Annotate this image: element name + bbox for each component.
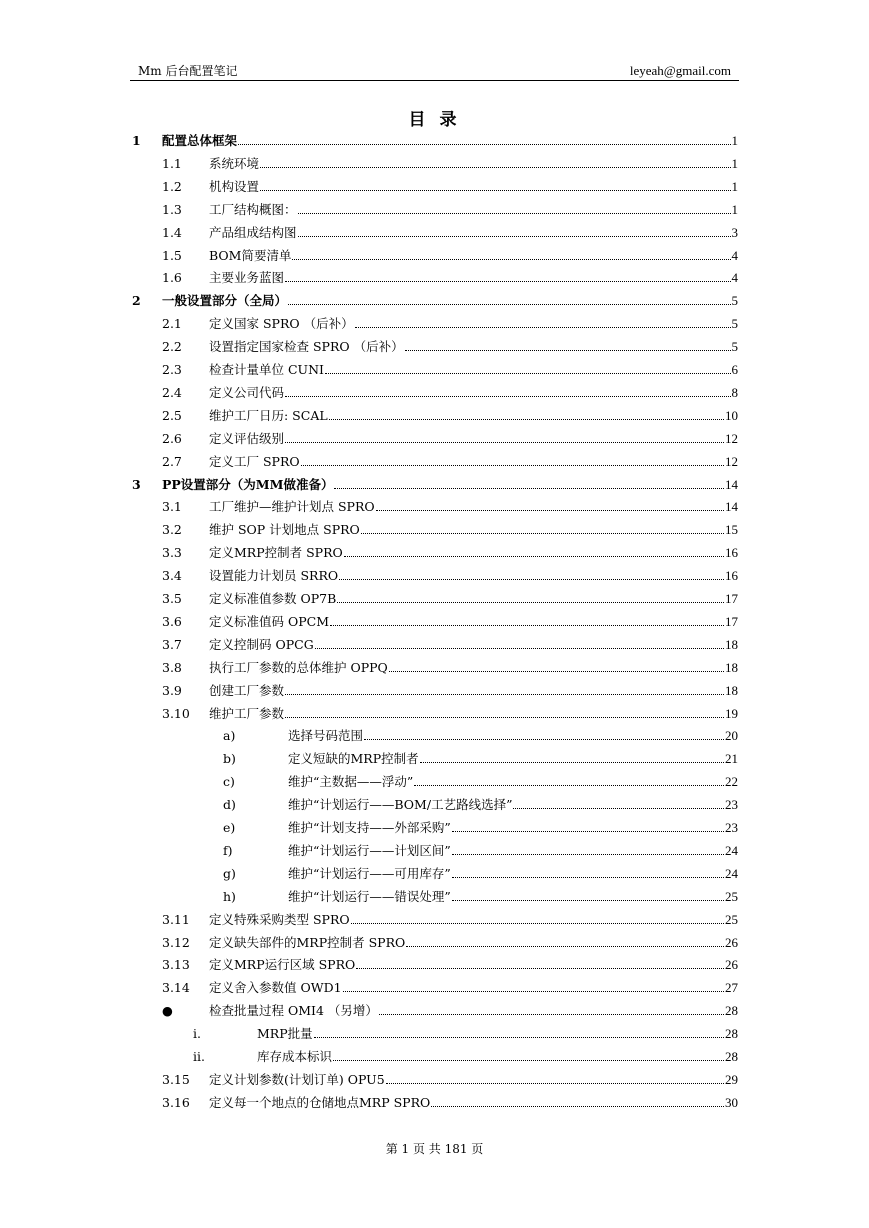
toc-entry-number: 3.7	[162, 636, 182, 652]
toc-entry-number: 3.4	[162, 568, 182, 584]
toc-entry-page: 16	[725, 568, 738, 584]
toc-entry[interactable]	[130, 335, 738, 357]
toc-entry-page: 15	[725, 522, 738, 538]
toc-dot-leader	[334, 487, 724, 489]
toc-entry[interactable]	[130, 312, 738, 334]
toc-entry-label: 定义标准值码 OPCM	[209, 613, 329, 629]
toc-entry-label: 选择号码范围	[288, 728, 364, 744]
toc-entry-label: 定义每一个地点的仓储地点MRP SPRO	[209, 1094, 431, 1110]
toc-entry-number: 1.6	[162, 270, 182, 286]
toc-entry-number: 1.5	[162, 247, 182, 263]
toc-entry-number: e)	[223, 820, 236, 835]
toc-entry[interactable]	[130, 931, 738, 953]
toc-entry-label: 定义MRP控制者 SPRO	[209, 545, 343, 561]
toc-dot-leader	[452, 830, 724, 832]
toc-entry-number: b)	[223, 751, 236, 767]
toc-entry-label: 维护“计划运行——可用库存”	[288, 865, 451, 881]
toc-entry-page: 25	[725, 911, 738, 927]
toc-dot-leader	[339, 578, 724, 580]
toc-dot-leader	[288, 303, 730, 305]
toc-entry-page: 23	[725, 820, 738, 835]
toc-entry-page: 17	[725, 613, 738, 629]
page-header	[130, 62, 739, 81]
toc-dot-leader	[431, 1105, 724, 1107]
toc-entry-label: 定义国家 SPRO （后补）	[209, 316, 354, 332]
toc-entry-page: 5	[731, 316, 738, 332]
toc-entry-number: 2.2	[162, 339, 182, 355]
toc-entry-number: 3.16	[162, 1094, 190, 1110]
toc-entry[interactable]	[130, 289, 738, 311]
toc-entry-number: g)	[223, 865, 236, 881]
toc-entry-number: 2.7	[162, 453, 182, 469]
toc-entry-page: 26	[725, 957, 738, 973]
toc-entry-number: f)	[223, 842, 233, 858]
toc-entry-number: 2.4	[162, 384, 182, 400]
toc-entry-page: 29	[725, 1071, 738, 1087]
toc-entry[interactable]	[130, 747, 738, 769]
toc-entry-page: 24	[725, 865, 738, 881]
toc-entry-page: 1	[731, 178, 738, 194]
toc-dot-leader	[386, 1082, 724, 1084]
toc-entry[interactable]	[130, 656, 738, 678]
toc-dot-leader	[238, 143, 730, 145]
toc-entry[interactable]	[130, 541, 738, 563]
toc-entry-number: 1	[132, 133, 141, 148]
toc-dot-leader	[315, 647, 724, 649]
toc-entry-number: 3.2	[162, 522, 182, 538]
toc-entry-label: 维护“计划支持——外部采购”	[288, 820, 451, 835]
toc-entry-page: 17	[725, 591, 738, 606]
toc-entry-number: ●	[162, 1003, 173, 1019]
toc-entry[interactable]	[130, 1091, 738, 1113]
toc-dot-leader	[325, 372, 731, 374]
toc-entry-number: 1.1	[162, 155, 182, 171]
toc-entry-number: 3.15	[162, 1071, 190, 1087]
toc-entry-page: 5	[731, 293, 738, 309]
toc-entry-label: 定义MRP运行区域 SPRO	[209, 957, 356, 973]
toc-entry-label: MRP批量	[257, 1026, 313, 1042]
page-footer: 第 1 页 共 181 页	[385, 1142, 484, 1156]
toc-entry-label: 维护“计划运行——错误处理”	[288, 888, 451, 904]
toc-entry-page: 18	[725, 659, 738, 675]
toc-entry-number: 2	[132, 293, 141, 309]
toc-entry-label: 机构设置	[209, 178, 260, 194]
toc-entry-label: 系统环境	[209, 155, 260, 171]
toc-dot-leader	[379, 1013, 724, 1015]
toc-entry[interactable]	[130, 381, 738, 403]
toc-dot-leader	[356, 967, 724, 969]
header-email: leyeah@gmail.com	[629, 63, 731, 78]
toc-entry-page: 28	[725, 1049, 738, 1064]
toc-entry-label: 定义评估级别	[209, 430, 285, 446]
toc-entry-page: 23	[725, 797, 738, 813]
toc-entry-label: 工厂结构概图：	[209, 201, 297, 217]
toc-entry-label: 设置能力计划员 SRRO	[209, 568, 339, 584]
toc-entry-label: 创建工厂参数	[209, 682, 285, 698]
toc-entry-label: 库存成本标识	[257, 1049, 333, 1064]
toc-dot-leader	[285, 693, 724, 695]
toc-entry-page: 20	[725, 728, 738, 744]
toc-entry-label: 设置指定国家检查 SPRO （后补）	[209, 339, 404, 355]
toc-entry-page: 1	[731, 201, 738, 217]
toc-entry-number: 1.2	[162, 178, 182, 194]
toc-entry-number: 1.4	[162, 224, 182, 240]
toc-entry-number: i.	[193, 1026, 201, 1042]
toc-entry[interactable]	[130, 610, 738, 632]
toc-entry-number: 3.11	[162, 911, 190, 927]
toc-entry-number: 2.3	[162, 362, 182, 377]
toc-dot-leader	[285, 395, 730, 397]
toc-dot-leader	[343, 990, 724, 992]
toc-dot-leader	[330, 624, 724, 626]
toc-entry-label: BOM简要清单	[209, 247, 292, 263]
toc-entry-page: 27	[725, 980, 738, 996]
toc-entry[interactable]	[130, 221, 738, 243]
toc-entry-number: 3	[132, 476, 141, 492]
toc-entry-page: 25	[725, 888, 738, 904]
toc-entry-page: 14	[725, 499, 738, 515]
toc-entry-page: 21	[725, 751, 738, 767]
toc-entry[interactable]	[130, 518, 738, 540]
toc-entry-number: ii.	[193, 1049, 205, 1064]
toc-entry-page: 12	[725, 453, 738, 469]
toc-entry[interactable]	[130, 358, 738, 380]
toc-entry-page: 30	[725, 1094, 738, 1110]
toc-entry-page: 10	[725, 407, 738, 423]
toc-entry-number: h)	[223, 888, 236, 904]
toc-entry-page: 4	[731, 270, 738, 286]
toc-entry-number: 2.5	[162, 407, 182, 423]
toc-dot-leader	[298, 235, 731, 237]
toc-entry-number: d)	[223, 797, 236, 813]
toc-entry-number: c)	[223, 774, 235, 790]
toc-entry-label: 维护“计划运行——BOM/工艺路线选择”	[288, 797, 513, 813]
toc-entry-page: 1	[731, 133, 738, 148]
toc-dot-leader	[314, 1036, 724, 1038]
toc-entry[interactable]	[130, 976, 738, 998]
toc-entry-page: 19	[725, 705, 738, 721]
toc-entry-number: 3.13	[162, 957, 190, 973]
toc-dot-leader	[414, 784, 724, 786]
toc-entry-label: 定义公司代码	[209, 384, 285, 400]
header-doc-title: Mm 后台配置笔记	[138, 64, 238, 78]
toc-entry-page: 12	[725, 430, 738, 446]
toc-entry-number: 2.6	[162, 430, 182, 446]
toc-entry-number: 3.10	[162, 705, 190, 721]
toc-entry-label: 维护 SOP 计划地点 SPRO	[209, 522, 360, 538]
toc-entry-label: 检查计量单位 CUNI	[209, 362, 324, 377]
toc-entry[interactable]	[130, 1045, 738, 1067]
toc-dot-leader	[292, 258, 730, 260]
toc-entry-number: 3.9	[162, 682, 182, 698]
toc-entry-label: 主要业务蓝图	[209, 270, 285, 286]
toc-dot-leader	[344, 555, 724, 557]
toc-entry-number: 2.1	[162, 316, 182, 332]
toc-entry-number: 1.3	[162, 201, 182, 217]
toc-dot-leader	[337, 601, 724, 603]
toc-entry-page: 26	[725, 934, 738, 950]
toc-entry-label: 一般设置部分（全局）	[162, 293, 288, 309]
toc-entry-page: 24	[725, 842, 738, 858]
toc-entry[interactable]	[130, 450, 738, 472]
toc-entry[interactable]	[130, 473, 738, 495]
toc-title: 目 录	[408, 110, 461, 130]
toc-entry-page: 6	[731, 362, 738, 377]
toc-entry-label: 维护“主数据——浮动”	[288, 774, 414, 790]
toc-entry-label: 配置总体框架	[162, 133, 238, 148]
toc-entry[interactable]	[130, 885, 738, 907]
toc-entry[interactable]	[130, 770, 738, 792]
toc-dot-leader	[285, 280, 730, 282]
toc-entry[interactable]	[130, 152, 738, 174]
toc-entry-label: 产品组成结构图	[209, 224, 297, 240]
toc-entry-label: 定义舍入参数值 OWD1	[209, 980, 342, 996]
toc-dot-leader	[452, 876, 724, 878]
toc-entry[interactable]	[130, 633, 738, 655]
toc-entry[interactable]	[130, 908, 738, 930]
toc-dot-leader	[301, 464, 724, 466]
toc-entry-label: 定义短缺的MRP控制者	[288, 751, 419, 767]
toc-entry[interactable]	[130, 702, 738, 724]
toc-dot-leader	[405, 349, 731, 351]
toc-entry-number: 3.1	[162, 499, 182, 515]
toc-entry-label: 维护工厂日历: SCAL	[209, 407, 328, 423]
toc-dot-leader	[420, 761, 724, 763]
toc-entry-number: 3.14	[162, 980, 190, 996]
toc-dot-leader	[329, 418, 724, 420]
toc-entry-number: 3.12	[162, 934, 190, 950]
toc-entry-page: 28	[725, 1026, 738, 1042]
toc-entry-page: 8	[731, 384, 738, 400]
toc-entry-page: 5	[731, 339, 738, 355]
toc-entry-page: 18	[725, 682, 738, 698]
toc-entry[interactable]	[130, 129, 738, 151]
toc-entry-number: a)	[223, 728, 236, 744]
toc-entry[interactable]	[130, 1068, 738, 1090]
toc-dot-leader	[355, 326, 731, 328]
toc-dot-leader	[513, 807, 724, 809]
toc-dot-leader	[298, 212, 731, 214]
toc-entry-page: 16	[725, 545, 738, 561]
toc-entry[interactable]	[130, 564, 738, 586]
toc-entry-label: 维护“计划运行——计划区间”	[288, 842, 451, 858]
toc-entry-label: 定义特殊采购类型 SPRO	[209, 911, 350, 927]
toc-dot-leader	[351, 922, 724, 924]
toc-entry[interactable]	[130, 793, 738, 815]
toc-entry[interactable]	[130, 244, 738, 266]
toc-entry-page: 14	[725, 476, 738, 492]
toc-entry[interactable]	[130, 862, 738, 884]
toc-entry-page: 18	[725, 636, 738, 652]
toc-entry-page: 28	[725, 1003, 738, 1019]
toc-dot-leader	[452, 899, 724, 901]
toc-entry[interactable]	[130, 679, 738, 701]
toc-entry-label: 定义缺失部件的MRP控制者 SPRO	[209, 934, 406, 950]
toc-entry-number: 3.6	[162, 613, 182, 629]
toc-entry[interactable]	[130, 198, 738, 220]
toc-dot-leader	[260, 166, 730, 168]
toc-entry[interactable]	[130, 1022, 738, 1044]
toc-entry-page: 22	[725, 774, 738, 790]
toc-entry[interactable]	[130, 175, 738, 197]
toc-dot-leader	[260, 189, 730, 191]
toc-entry-label: 定义标准值参数 OP7B	[209, 591, 337, 606]
toc-entry-label: 工厂维护—维护计划点 SPRO	[209, 499, 375, 515]
toc-entry-number: 3.8	[162, 659, 182, 675]
toc-dot-leader	[285, 716, 724, 718]
toc-entry-label: 执行工厂参数的总体维护 OPPQ	[209, 659, 388, 675]
toc-dot-leader	[333, 1059, 724, 1061]
toc-entry[interactable]	[130, 495, 738, 517]
toc-entry-label: 定义计划参数(计划订单) OPU5	[209, 1071, 385, 1087]
toc-entry[interactable]	[130, 587, 738, 609]
toc-dot-leader	[389, 670, 724, 672]
toc-dot-leader	[364, 738, 724, 740]
toc-entry-number: 3.5	[162, 591, 182, 606]
toc-entry[interactable]	[130, 839, 738, 861]
toc-entry-label: PP设置部分（为MM做准备）	[162, 476, 334, 492]
toc-entry-label: 定义工厂 SPRO	[209, 453, 300, 469]
toc-entry[interactable]	[130, 953, 738, 975]
toc-dot-leader	[361, 532, 724, 534]
toc-entry[interactable]	[130, 816, 738, 838]
toc-dot-leader	[406, 945, 724, 947]
toc-entry-label: 维护工厂参数	[209, 705, 285, 721]
toc-dot-leader	[452, 853, 724, 855]
toc-entry[interactable]	[130, 427, 738, 449]
toc-dot-leader	[285, 441, 724, 443]
toc-entry-page: 1	[731, 155, 738, 171]
toc-entry[interactable]	[130, 404, 738, 426]
toc-entry-page: 4	[731, 247, 738, 263]
toc-entry-page: 3	[731, 224, 738, 240]
toc-entry-number: 3.3	[162, 545, 182, 561]
toc-entry[interactable]	[130, 266, 738, 288]
toc-entry[interactable]	[130, 724, 738, 746]
toc-entry-label: 检查批量过程 OMI4 （另增）	[209, 1003, 378, 1019]
toc-dot-leader	[376, 509, 724, 511]
toc-entry[interactable]	[130, 999, 738, 1021]
toc-entry-label: 定义控制码 OPCG	[209, 636, 314, 652]
